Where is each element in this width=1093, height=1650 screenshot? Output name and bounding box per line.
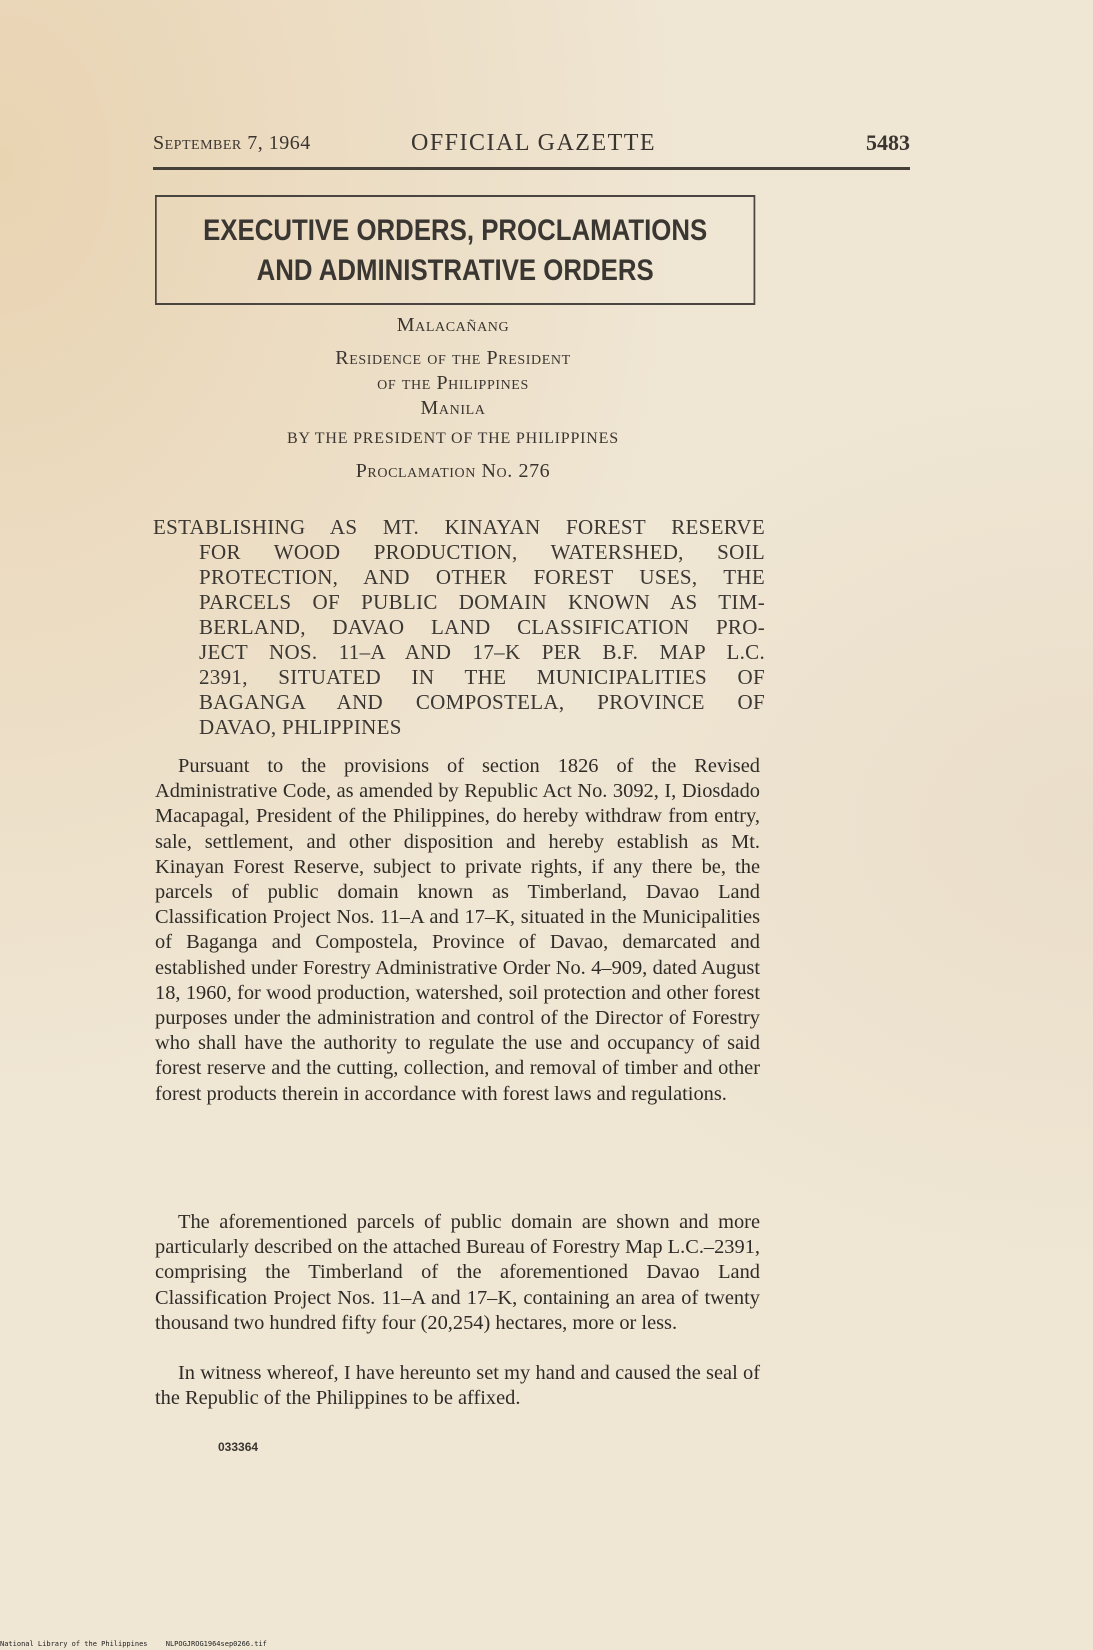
footer-file: NLPOGJROG1964sep0266.tif (165, 1640, 267, 1648)
body-paragraph-3 (155, 1361, 760, 1411)
city-name: Manila (420, 397, 486, 419)
title-line: PROTECTION, AND OTHER FOREST USES, THE (199, 565, 765, 589)
title-line: BAGANGA AND COMPOSTELA, PROVINCE OF (199, 690, 765, 714)
residence-line-1: Residence of the President (335, 347, 571, 369)
paragraph-text: The aforementioned parcels of public domain are shown and more particularly described on the attached Bureau of Forestry Map L.C.–2391, comprising the Timberland of the aforementioned Davao Land Classification Project Nos. 11–A and 17–K, containing an area of twenty thousand two hundred fifty four (20,254) hectares, more or less. (155, 1211, 760, 1334)
document-code: 033364 (218, 1440, 259, 1454)
authority-line: BY THE PRESIDENT OF THE PHILIPPINES (287, 430, 619, 447)
title-line: FOR WOOD PRODUCTION, WATERSHED, SOIL (199, 540, 765, 564)
running-header (153, 130, 910, 160)
section-title-line-1: EXECUTIVE ORDERS, PROCLAMATIONS (203, 214, 708, 247)
section-title-line-2: AND ADMINISTRATIVE ORDERS (256, 254, 654, 287)
proclamation-number: Proclamation No. 276 (355, 460, 551, 482)
title-line: JECT NOS. 11–A AND 17–K PER B.F. MAP L.C. (199, 640, 765, 664)
residence-line-2: of the Philippines (377, 372, 529, 394)
issue-date: September 7, 1964 (153, 132, 311, 154)
office-name: Malacañang (396, 314, 510, 336)
publication-title: OFFICIAL GAZETTE (411, 130, 657, 156)
section-title-box (155, 195, 755, 305)
proclamation-title (153, 515, 765, 740)
title-line: DAVAO, PHLIPPINES (199, 715, 402, 739)
title-line: PARCELS OF PUBLIC DOMAIN KNOWN AS TIM- (199, 590, 765, 614)
page-number: 5483 (866, 130, 910, 155)
title-line: 2391, SITUATED IN THE MUNICIPALITIES OF (199, 665, 765, 689)
paragraph-text: Pursuant to the provisions of section 1826 of the Revised Administrative Code, as amended by Republic Act No. 3092, I, Diosdado Macapagal, President of the Philippines, do hereby withdraw from entry, sale, settlement, and other disposition and hereby establish as Mt. Kinayan Forest Reserve, subject to private rights, if any there be, the parcels of public domain known as Timberland, Davao Land Classification Project Nos. 11–A and 17–K, situated in the Municipalities of Baganga and Compostela, Province of Davao, demarcated and established under Forestry Administrative Order No. 4–909, dated August 18, 1960, for wood production, watershed, soil protection and other forest purposes under the administration and control of the Director of Forestry who shall have the authority to regulate the use and occupancy of said forest reserve and the cutting, collection, and removal of timber and other forest products therein in accordance with forest laws and regulations. (155, 755, 760, 1105)
footer-library: National Library of the Philippines (0, 1640, 148, 1648)
title-line: ESTABLISHING AS MT. KINAYAN FOREST RESERVE (153, 515, 765, 539)
title-line: BERLAND, DAVAO LAND CLASSIFICATION PRO- (199, 615, 765, 639)
paragraph-text: In witness whereof, I have hereunto set my hand and caused the seal of the Republic of the Philippines to be affixed. (155, 1362, 760, 1410)
scan-footer (0, 1640, 281, 1648)
header-rule (153, 167, 910, 170)
body-paragraph-1 (155, 754, 760, 1107)
body-paragraph-2 (155, 1210, 760, 1336)
